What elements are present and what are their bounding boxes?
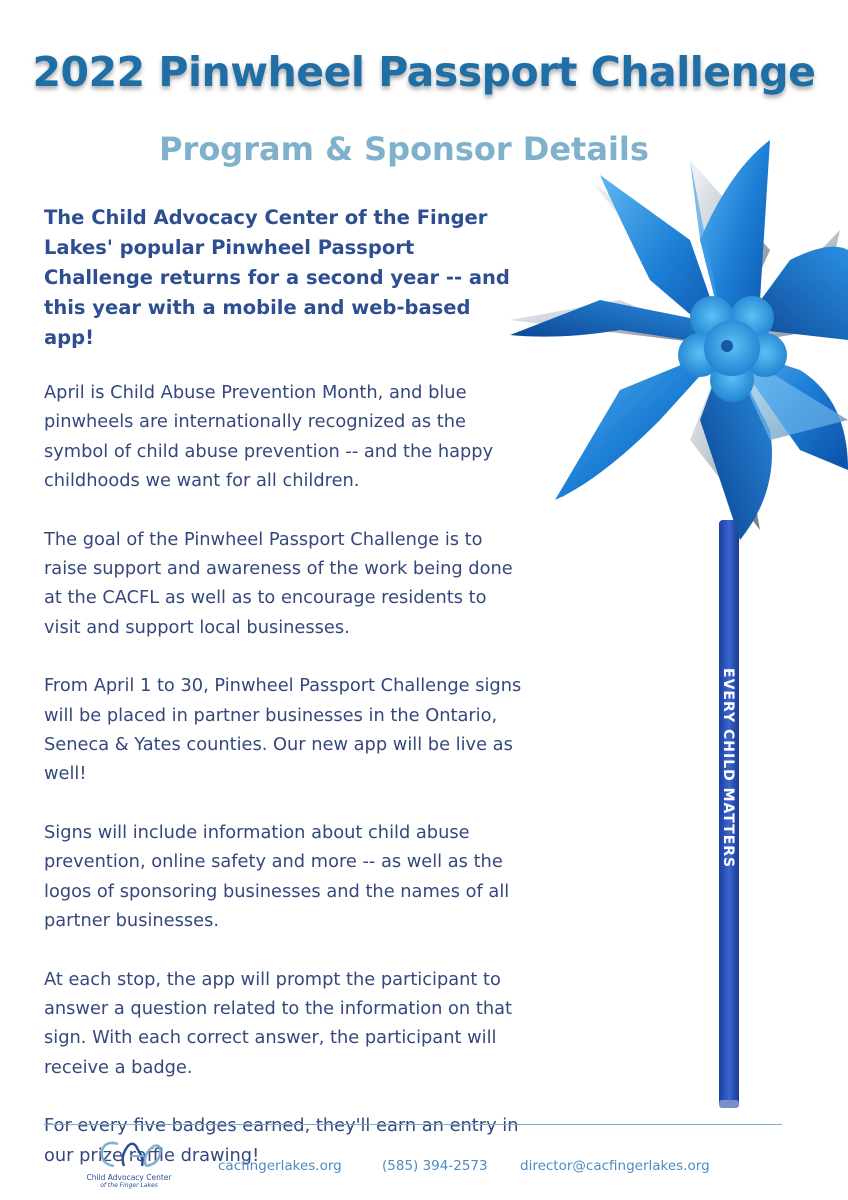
paragraph-dates: From April 1 to 30, Pinwheel Passport Challenge signs will be placed in partner businesses in the Ontario, Seneca & Yates counties. Our new app will be live as well! bbox=[44, 675, 522, 785]
paragraph-app-prompt: At each stop, the app will prompt the participant to answer a question related to the information on that sign. With each correct answer, the participant will receive a badge. bbox=[44, 968, 512, 1078]
page-title: 2022 Pinwheel Passport Challenge bbox=[32, 48, 816, 96]
footer-phone[interactable]: (585) 394-2573 bbox=[382, 1158, 488, 1174]
pinwheel-logo-icon bbox=[84, 1136, 174, 1174]
footer-email-link[interactable]: director@cacfingerlakes.org bbox=[520, 1158, 710, 1174]
stick-text: EVERY CHILD MATTERS bbox=[720, 668, 736, 869]
logo-text: Child Advocacy Center bbox=[86, 1173, 172, 1182]
page-subtitle: Program & Sponsor Details bbox=[159, 130, 649, 168]
pinwheel-blades bbox=[510, 140, 848, 540]
main-content bbox=[44, 203, 524, 1199]
footer-website-link[interactable]: cacfingerlakes.org bbox=[218, 1158, 342, 1174]
paragraph-raffle: For every five badges earned, they'll earn an entry in our prize raffle drawing! bbox=[44, 1115, 519, 1166]
paragraph-goal: The goal of the Pinwheel Passport Challenge is to raise support and awareness of the work being done at the CACFL as well as to encourage residents to visit and support local businesses. bbox=[44, 528, 513, 638]
paragraph-prevention-month: April is Child Abuse Prevention Month, and blue pinwheels are internationally recognized as the symbol of child abuse prevention -- and the happy childhoods we want for all children. bbox=[44, 382, 494, 492]
intro-paragraph: The Child Advocacy Center of the Finger Lakes' popular Pinwheel Passport Challenge returns for a second year -- and this year with a mobile and web-based app! bbox=[44, 206, 510, 349]
footer-divider bbox=[44, 1124, 782, 1125]
logo-subtext: of the Finger Lakes bbox=[100, 1182, 158, 1189]
pinwheel-illustration bbox=[500, 140, 848, 1120]
cacfl-logo bbox=[84, 1136, 174, 1192]
paragraph-signs: Signs will include information about child abuse prevention, online safety and more -- as well as the logos of sponsoring businesses and the names of all partner businesses. bbox=[44, 821, 510, 932]
